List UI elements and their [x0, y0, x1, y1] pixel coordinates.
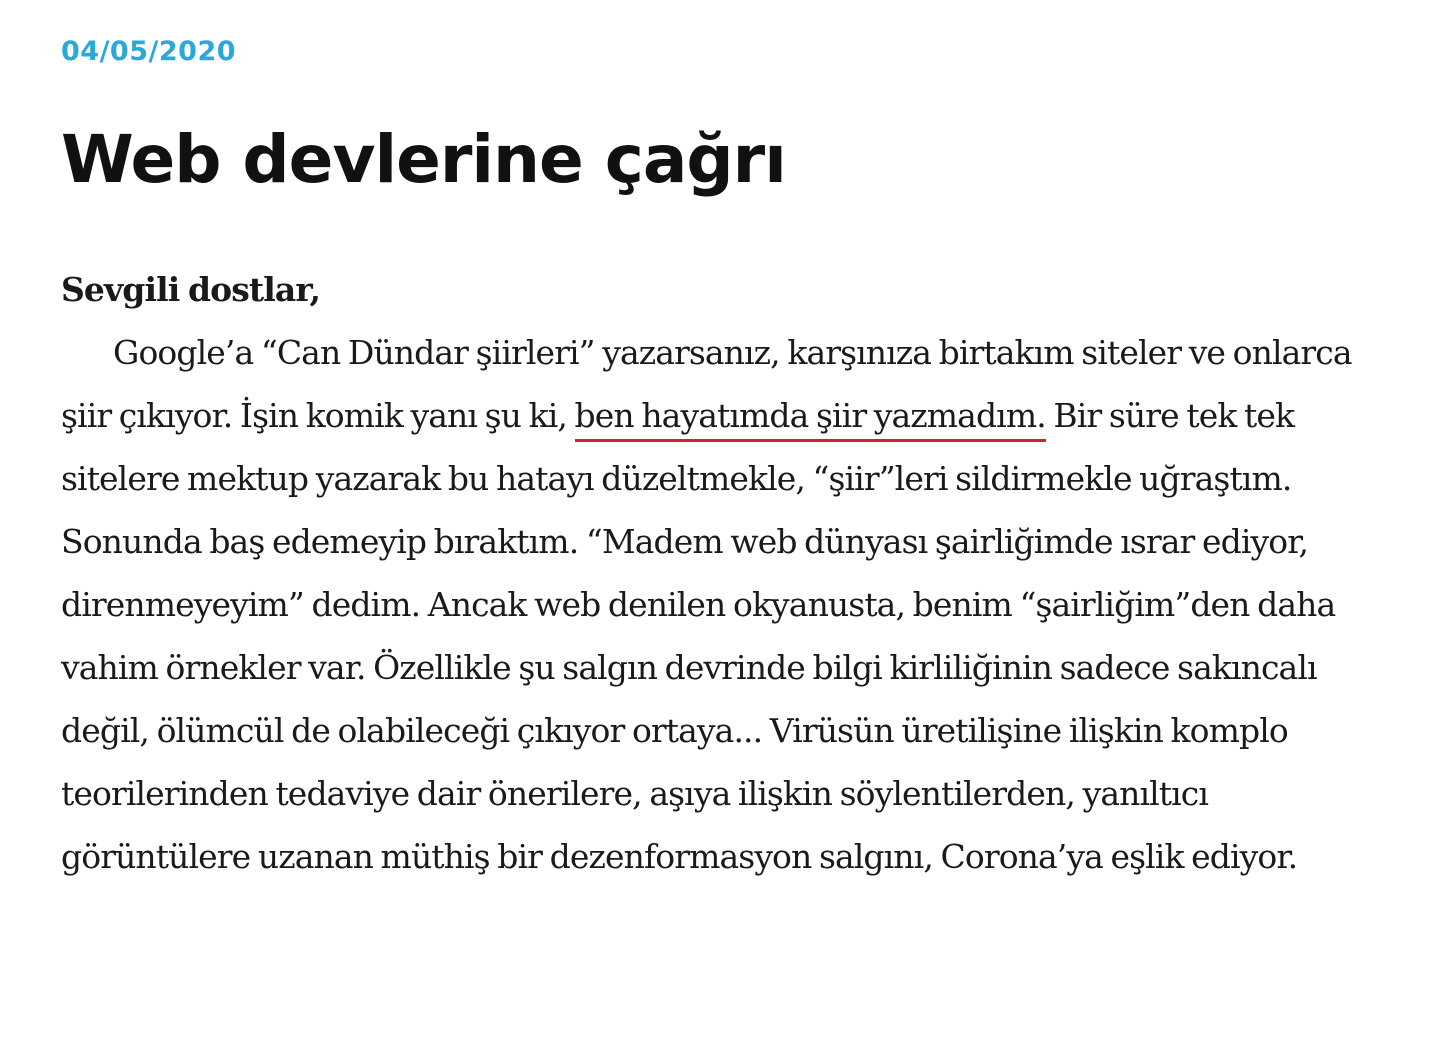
paragraph-text-before: Google’a “Can Dündar şiirleri” yazarsanız, karşınıza birtakım siteler ve onlarca şiir çıkıyor. İşin komik yanı şu ki, [61, 333, 1352, 435]
article-title: Web devlerine çağrı [61, 121, 786, 198]
paragraph-text-after: Bir süre tek tek sitelere mektup yazarak bu hatayı düzeltmekle, “şiir”leri sildirmekle uğraştım. Sonunda baş edemeyip bıraktım. “Madem web dünyası şairliğimde ısrar ediyor, direnmeyeyim” dedim. Ancak web denilen okyanusta, benim “şairliğim”den daha vahim örnekler var. Özellikle şu salgın devrinde bilgi kirliliğinin sadece sakıncalı değil, ölümcül de olabileceği çıkıyor ortaya... Virüsün üretilişine ilişkin komplo teorilerinden tedaviye dair önerilere, aşıya ilişkin söylentilerden, yanıltıcı görüntülere uzanan müthiş bir dezenformasyon salgını, Corona’ya eşlik ediyor. [61, 396, 1336, 876]
greeting: Sevgili dostlar, [61, 270, 321, 309]
highlighted-sentence: ben hayatımda şiir yazmadım. [575, 396, 1046, 442]
article-date: 04/05/2020 [61, 36, 237, 67]
article-paragraph [61, 321, 1391, 888]
article-body [61, 258, 1391, 888]
